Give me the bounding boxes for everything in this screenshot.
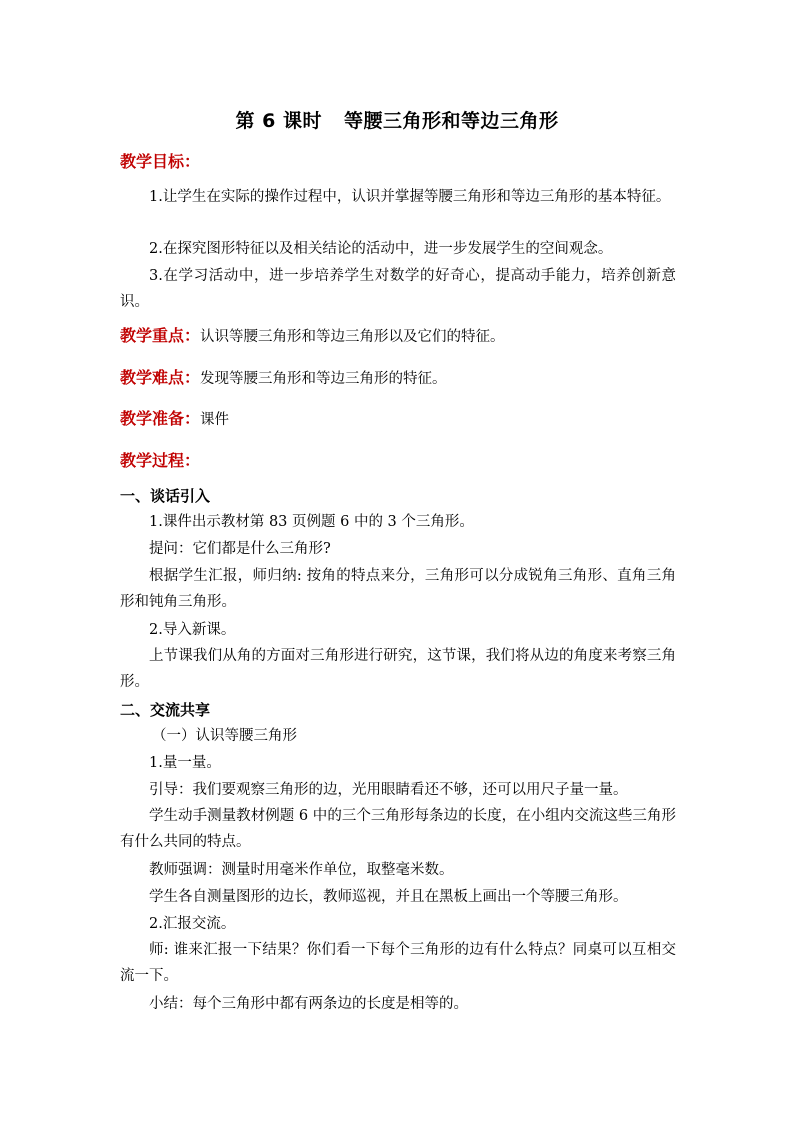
- key-point: [120, 323, 505, 350]
- section-1-p1: 1.课件出示教材第 83 页例题 6 中的 3 个三角形。: [149, 514, 474, 530]
- section-2-p6: 2.汇报交流。: [149, 916, 236, 932]
- section-1-p4: 2.导入新课。: [149, 622, 236, 638]
- difficulty-heading: 教学难点：: [120, 368, 201, 387]
- section-2-p7: 师: 谁来汇报一下结果？你们看一下每个三角形的边有什么特点？同桌可以互相交流一下。: [120, 942, 676, 984]
- key-point-heading: 教学重点：: [120, 326, 201, 345]
- difficulty-text: 发现等腰三角形和等边三角形的特征。: [200, 371, 447, 387]
- section-2-p3: 学生动手测量教材例题 6 中的三个三角形每条边的长度，在小组内交流这些三角形有什么共同的特点。: [120, 808, 676, 850]
- process-heading: 教学过程：: [120, 451, 201, 470]
- section-1-p5: 上节课我们从角的方面对三角形进行研究，这节课，我们将从边的角度来考察三角形。: [120, 648, 676, 690]
- section-2-p5: 学生各自测量图形的边长，教师巡视，并且在黑板上画出一个等腰三角形。: [149, 889, 628, 905]
- preparation-text: 课件: [200, 412, 230, 428]
- key-point-text: 认识等腰三角形和等边三角形以及它们的特征。: [200, 329, 505, 345]
- section-2-sub1: （一）认识等腰三角形: [152, 728, 297, 744]
- section-1-p2: 提问：它们都是什么三角形?: [149, 541, 331, 557]
- section-2-p1: 1.量一量。: [149, 755, 221, 771]
- goals-heading: 教学目标：: [120, 152, 201, 171]
- goal-item-3: 3.在学习活动中，进一步培养学生对数学的好奇心，提高动手能力，培养创新意识。: [120, 268, 676, 310]
- goal-item-1: 1.让学生在实际的操作过程中，认识并掌握等腰三角形和等边三角形的基本特征。: [149, 189, 671, 205]
- difficulty: [120, 365, 447, 392]
- lesson-topic: 等腰三角形和等边三角形: [343, 110, 559, 132]
- section-2-p4: 教师强调：测量时用毫米作单位，取整毫米数。: [149, 862, 454, 878]
- section-2-p2: 引导：我们要观察三角形的边，光用眼睛看还不够，还可以用尺子量一量。: [149, 782, 628, 798]
- section-2-heading: 二、交流共享: [120, 701, 211, 719]
- preparation: [120, 406, 229, 433]
- goal-item-2: 2.在探究图形特征以及相关结论的活动中，进一步发展学生的空间观念。: [149, 241, 613, 257]
- section-1-p3: 根据学生汇报，师归纳: 按角的特点来分，三角形可以分成锐角三角形、直角三角形和钝角三角形。: [120, 568, 676, 610]
- section-1-heading: 一、谈话引入: [120, 487, 211, 505]
- preparation-heading: 教学准备：: [120, 409, 201, 428]
- section-2-p8: 小结：每个三角形中都有两条边的长度是相等的。: [149, 996, 468, 1012]
- lesson-number: 第 6 课时: [235, 110, 322, 132]
- lesson-title: [0, 106, 794, 133]
